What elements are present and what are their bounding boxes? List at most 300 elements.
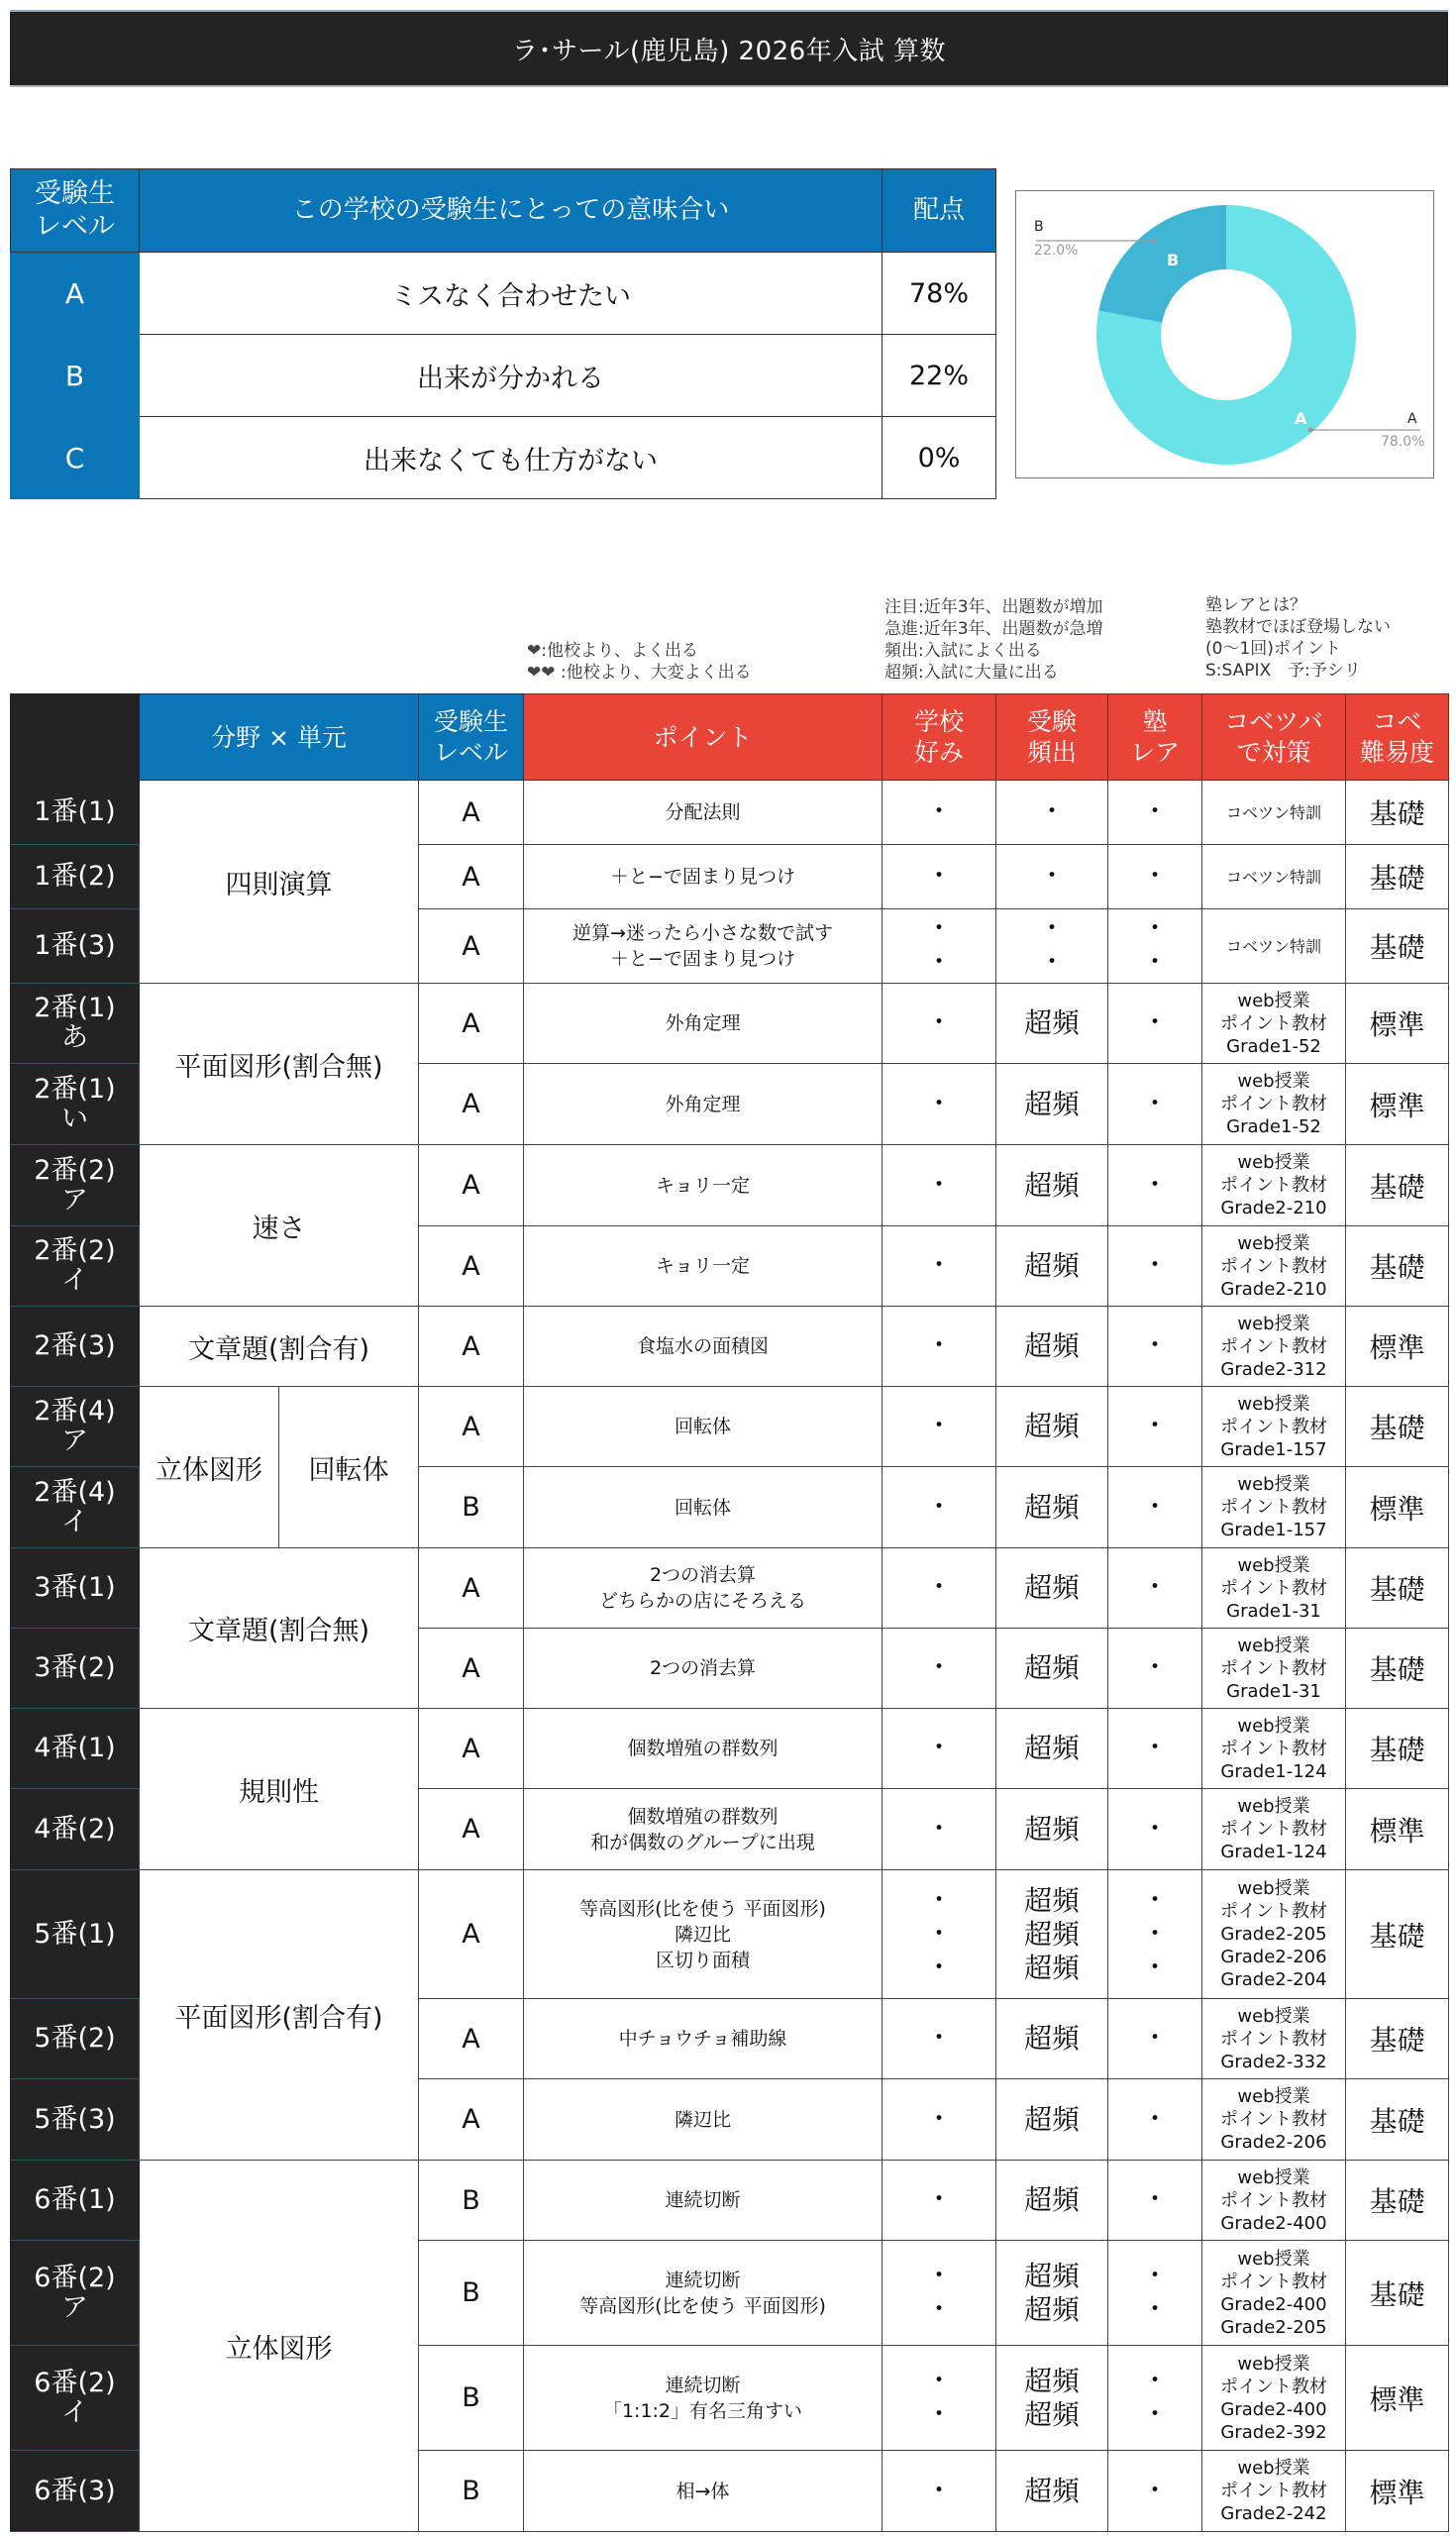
kobetsuba-resource bbox=[1202, 2161, 1346, 2241]
juku-rare bbox=[1108, 845, 1202, 909]
level-points: 0% bbox=[883, 417, 996, 499]
juku-rare-line: ･ bbox=[1149, 916, 1161, 941]
double-heart-icon: ❤❤ bbox=[527, 663, 556, 683]
student-level: A bbox=[419, 1999, 524, 2079]
exam-frequency-line: ･ bbox=[1046, 864, 1058, 889]
exam-frequency bbox=[996, 909, 1108, 984]
header-freq bbox=[996, 694, 1108, 781]
exam-frequency-line: 超頻 bbox=[1023, 1249, 1080, 1282]
juku-rare-line: ･ bbox=[1149, 2296, 1161, 2322]
school-preference bbox=[883, 1387, 996, 1467]
field-category: 規則性 bbox=[140, 1709, 419, 1870]
kobetsuba-resource-line: web授業 bbox=[1237, 1071, 1310, 1092]
callout-pct-a: 78.0% bbox=[1381, 434, 1425, 450]
kobetsuba-resource-line: ポイント教材 bbox=[1220, 1012, 1327, 1034]
juku-rare-line: ･ bbox=[1149, 1494, 1161, 1520]
difficulty: 基礎 bbox=[1346, 1629, 1449, 1709]
callout-pct-b: 22.0% bbox=[1034, 243, 1079, 259]
kobetsuba-resource bbox=[1202, 1226, 1346, 1307]
table-row bbox=[11, 1145, 1449, 1226]
header-field: 分野 × 単元 bbox=[140, 694, 419, 781]
school-preference-line: ･ bbox=[933, 2296, 945, 2322]
school-preference bbox=[883, 1999, 996, 2079]
header-rare bbox=[1108, 694, 1202, 781]
juku-rare bbox=[1108, 1467, 1202, 1548]
juku-rare-line: ･ bbox=[1149, 1575, 1161, 1600]
juku-rare bbox=[1108, 1145, 1202, 1226]
question-number bbox=[11, 1064, 140, 1145]
table-row bbox=[11, 984, 1449, 1064]
question-number-line: 4番(1) bbox=[34, 1733, 116, 1763]
school-preference-line: ･ bbox=[933, 2478, 945, 2503]
kobetsuba-resource-line: web授業 bbox=[1237, 1474, 1310, 1495]
page-title: ラ･サール(鹿児島) 2026年入試 算数 bbox=[10, 10, 1448, 87]
level-points: 78% bbox=[883, 253, 996, 335]
difficulty: 標準 bbox=[1346, 1789, 1449, 1870]
header-blank bbox=[11, 694, 140, 781]
juku-rare bbox=[1108, 1387, 1202, 1467]
school-preference bbox=[883, 1467, 996, 1548]
header-difficulty-line1: コベ bbox=[1372, 707, 1422, 736]
kobetsuba-resource bbox=[1202, 2241, 1346, 2346]
point-description bbox=[524, 2161, 883, 2241]
question-number-line: 1番(2) bbox=[34, 861, 116, 892]
school-preference bbox=[883, 1064, 996, 1145]
header-level-line2: レベル bbox=[433, 738, 508, 767]
question-number bbox=[11, 2161, 140, 2241]
question-number bbox=[11, 1629, 140, 1709]
question-number-line: 1番(3) bbox=[34, 930, 116, 961]
question-number-line: 2番(1) bbox=[34, 993, 116, 1023]
kobetsuba-resource bbox=[1202, 1387, 1346, 1467]
exam-frequency bbox=[996, 1467, 1108, 1548]
school-preference-line: ･ bbox=[933, 1414, 945, 1438]
header-level-line1: 受験生 bbox=[433, 707, 508, 736]
exam-frequency-line: 超頻 bbox=[1023, 1883, 1080, 1917]
level-meaning: 出来なくても仕方がない bbox=[140, 417, 883, 499]
header-rare-line1: 塾 bbox=[1142, 707, 1168, 736]
school-preference-line: ･ bbox=[933, 1253, 945, 1278]
school-preference-line: ･ bbox=[933, 1333, 945, 1358]
exam-frequency-line: 超頻 bbox=[1023, 1006, 1080, 1039]
school-preference bbox=[883, 2346, 996, 2451]
point-line: 「1:1:2」有名三角すい bbox=[602, 2399, 803, 2422]
kobetsuba-resource-line: ポイント教材 bbox=[1220, 1738, 1327, 1759]
exam-frequency bbox=[996, 1789, 1108, 1870]
point-line: 和が偶数のグループに出現 bbox=[590, 1831, 815, 1853]
juku-rare bbox=[1108, 2451, 1202, 2532]
school-preference bbox=[883, 1145, 996, 1226]
question-number-line: ア bbox=[61, 1426, 88, 1456]
exam-frequency bbox=[996, 1548, 1108, 1629]
question-number-line: 6番(2) bbox=[34, 2262, 116, 2293]
kobetsuba-resource-line: ポイント教材 bbox=[1220, 2271, 1327, 2292]
exam-frequency-line: 超頻 bbox=[1023, 2259, 1080, 2292]
point-description bbox=[524, 1226, 883, 1307]
question-number-line: 6番(1) bbox=[34, 2184, 116, 2215]
exam-frequency bbox=[996, 2451, 1108, 2532]
school-preference-line: ･ bbox=[933, 1172, 945, 1198]
question-number-line: 2番(1) bbox=[34, 1073, 116, 1105]
school-preference bbox=[883, 1226, 996, 1307]
header-kobetsuba bbox=[1202, 694, 1346, 781]
school-preference-line: ･ bbox=[933, 2401, 945, 2427]
donut-chart bbox=[1015, 190, 1434, 478]
header-rare-line2: レア bbox=[1129, 738, 1180, 767]
kobetsuba-resource-line: Grade1-124 bbox=[1220, 1842, 1327, 1862]
question-number-line: 4番(2) bbox=[34, 1813, 116, 1845]
juku-rare-line: ･ bbox=[1149, 2026, 1161, 2051]
question-number bbox=[11, 2451, 140, 2532]
school-preference bbox=[883, 781, 996, 845]
exam-frequency-line: ･ bbox=[1046, 916, 1058, 941]
exam-frequency-line: ･ bbox=[1046, 950, 1058, 975]
kobetsuba-resource-line: コベツン特訓 bbox=[1225, 867, 1321, 887]
juku-rare-line: ･ bbox=[1149, 1736, 1161, 1760]
exam-frequency-line: 超頻 bbox=[1023, 1917, 1080, 1951]
exam-frequency-line: 超頻 bbox=[1023, 1490, 1080, 1524]
point-description bbox=[524, 984, 883, 1064]
point-line: 連続切断 bbox=[665, 2269, 741, 2291]
student-level: A bbox=[419, 1387, 524, 1467]
exam-frequency bbox=[996, 1999, 1108, 2079]
header-school-line2: 好み bbox=[913, 738, 964, 767]
exam-frequency bbox=[996, 1387, 1108, 1467]
exam-frequency-line: 超頻 bbox=[1023, 2364, 1080, 2397]
question-number bbox=[11, 1467, 140, 1548]
kobetsuba-resource-line: web授業 bbox=[1237, 2005, 1310, 2027]
juku-rare bbox=[1108, 1789, 1202, 1870]
question-number bbox=[11, 1307, 140, 1387]
exam-frequency-line: 超頻 bbox=[1023, 2183, 1080, 2216]
level-label: C bbox=[11, 417, 140, 499]
exam-frequency bbox=[996, 2346, 1108, 2451]
kobetsuba-resource-line: web授業 bbox=[1237, 1554, 1310, 1576]
header-level-line2: レベル bbox=[35, 210, 115, 242]
exam-frequency-line: 超頻 bbox=[1023, 1571, 1080, 1604]
point-description bbox=[524, 2346, 883, 2451]
kobetsuba-resource-line: ポイント教材 bbox=[1220, 2028, 1327, 2050]
field-category: 文章題(割合無) bbox=[140, 1548, 419, 1709]
kobetsuba-resource-line: ポイント教材 bbox=[1220, 2376, 1327, 2397]
student-level: A bbox=[419, 1789, 524, 1870]
level-table-header bbox=[11, 169, 996, 253]
kobetsuba-resource bbox=[1202, 909, 1346, 984]
point-line: 食塩水の面積図 bbox=[636, 1335, 769, 1357]
donut-slice-b bbox=[1098, 205, 1226, 323]
juku-rare bbox=[1108, 1064, 1202, 1145]
juku-rare bbox=[1108, 1629, 1202, 1709]
rare-legend-item: 塾レアとは？ bbox=[1205, 595, 1306, 615]
question-number bbox=[11, 1999, 140, 2079]
question-number bbox=[11, 845, 140, 909]
exam-frequency-line: 超頻 bbox=[1023, 1651, 1080, 1684]
point-line: 等高図形(比を使う 平面図形) bbox=[579, 1897, 826, 1920]
field-category: 四則演算 bbox=[140, 781, 419, 984]
frequency-legend bbox=[884, 596, 1103, 684]
kobetsuba-resource bbox=[1202, 2079, 1346, 2161]
juku-rare-line: ･ bbox=[1149, 1955, 1161, 1980]
field-category: 速さ bbox=[140, 1145, 419, 1307]
question-number bbox=[11, 984, 140, 1064]
point-description bbox=[524, 845, 883, 909]
question-number-line: 2番(2) bbox=[34, 1235, 116, 1266]
kobetsuba-resource-line: web授業 bbox=[1237, 2086, 1310, 2107]
question-number-line: 2番(4) bbox=[34, 1396, 116, 1426]
juku-rare-line: ･ bbox=[1149, 1172, 1161, 1198]
difficulty: 標準 bbox=[1346, 1064, 1449, 1145]
header-level bbox=[419, 694, 524, 781]
exam-frequency bbox=[996, 2241, 1108, 2346]
header-kobetsuba-line1: コベツバ bbox=[1224, 707, 1323, 736]
question-number-line: ア bbox=[61, 2291, 88, 2323]
kobetsuba-resource bbox=[1202, 1064, 1346, 1145]
table-row bbox=[11, 2161, 1449, 2241]
juku-rare-line: ･ bbox=[1149, 2401, 1161, 2427]
kobetsuba-resource-line: web授業 bbox=[1237, 1715, 1310, 1737]
school-preference-line: ･ bbox=[933, 2026, 945, 2051]
student-level: A bbox=[419, 2079, 524, 2161]
juku-rare-line: ･ bbox=[1149, 2478, 1161, 2503]
kobetsuba-resource-line: コベツン特訓 bbox=[1225, 802, 1321, 822]
difficulty: 標準 bbox=[1346, 2451, 1449, 2532]
point-line: 外角定理 bbox=[665, 1012, 741, 1034]
exam-frequency bbox=[996, 2161, 1108, 2241]
juku-rare bbox=[1108, 2241, 1202, 2346]
point-line: 個数増殖の群数列 bbox=[627, 1738, 779, 1759]
student-level: A bbox=[419, 1629, 524, 1709]
kobetsuba-resource-line: Grade2-206 bbox=[1220, 1947, 1327, 1967]
juku-rare-line: ･ bbox=[1149, 799, 1161, 824]
kobetsuba-resource-line: ポイント教材 bbox=[1220, 1175, 1327, 1196]
difficulty: 基礎 bbox=[1346, 781, 1449, 845]
header-meaning: この学校の受験生にとっての意味合い bbox=[140, 169, 883, 253]
point-line: どちらかの店にそろえる bbox=[598, 1590, 806, 1612]
student-level: A bbox=[419, 1064, 524, 1145]
juku-rare bbox=[1108, 1307, 1202, 1387]
header-level bbox=[11, 169, 140, 253]
juku-rare bbox=[1108, 781, 1202, 845]
kobetsuba-resource-line: Grade1-157 bbox=[1220, 1520, 1327, 1540]
header-points: 配点 bbox=[883, 169, 996, 253]
point-line: 連続切断 bbox=[665, 2189, 741, 2211]
school-preference-line: ･ bbox=[933, 799, 945, 824]
kobetsuba-resource-line: web授業 bbox=[1237, 1393, 1310, 1415]
kobetsuba-resource-line: Grade2-210 bbox=[1220, 1278, 1327, 1300]
kobetsuba-resource bbox=[1202, 1629, 1346, 1709]
school-preference-line: ･ bbox=[933, 2368, 945, 2393]
kobetsuba-resource bbox=[1202, 781, 1346, 845]
school-preference-line: ･ bbox=[933, 1816, 945, 1842]
juku-rare bbox=[1108, 1870, 1202, 1999]
field-unit: 回転体 bbox=[279, 1387, 419, 1548]
callout-label-b: B bbox=[1034, 219, 1044, 235]
frequency-legend-item: 急進:近年3年、出題数が急増 bbox=[884, 619, 1103, 639]
difficulty: 基礎 bbox=[1346, 1709, 1449, 1789]
kobetsuba-resource-line: web授業 bbox=[1237, 990, 1310, 1011]
student-level: A bbox=[419, 984, 524, 1064]
exam-frequency bbox=[996, 1870, 1108, 1999]
juku-rare-line: ･ bbox=[1149, 864, 1161, 889]
juku-rare-line: ･ bbox=[1149, 2263, 1161, 2288]
juku-rare-line: ･ bbox=[1149, 1253, 1161, 1278]
exam-frequency-line: 超頻 bbox=[1023, 2022, 1080, 2055]
kobetsuba-resource-line: web授業 bbox=[1237, 1878, 1310, 1899]
level-label: B bbox=[11, 335, 140, 417]
exam-frequency bbox=[996, 1145, 1108, 1226]
point-description bbox=[524, 781, 883, 845]
school-preference-line: ･ bbox=[933, 1091, 945, 1116]
student-level: B bbox=[419, 2346, 524, 2451]
point-line: 隣辺比 bbox=[674, 1923, 731, 1946]
exam-frequency-line: ･ bbox=[1046, 799, 1058, 824]
question-number bbox=[11, 2079, 140, 2161]
kobetsuba-resource bbox=[1202, 1467, 1346, 1548]
kobetsuba-resource-line: Grade1-31 bbox=[1226, 1600, 1321, 1622]
juku-rare bbox=[1108, 2079, 1202, 2161]
exam-frequency-line: 超頻 bbox=[1023, 2397, 1080, 2431]
student-level: B bbox=[419, 2451, 524, 2532]
donut-svg bbox=[1016, 191, 1435, 479]
table-row bbox=[11, 1307, 1449, 1387]
student-level: A bbox=[419, 1548, 524, 1629]
kobetsuba-resource-line: ポイント教材 bbox=[1220, 1819, 1327, 1840]
point-line: ＋と−で固まり見つけ bbox=[610, 866, 795, 888]
juku-rare-line: ･ bbox=[1149, 1921, 1161, 1947]
kobetsuba-resource-line: Grade2-210 bbox=[1220, 1198, 1327, 1218]
kobetsuba-resource-line: web授業 bbox=[1237, 1152, 1310, 1173]
kobetsuba-resource-line: ポイント教材 bbox=[1220, 1657, 1327, 1679]
header-kobetsuba-line2: で対策 bbox=[1236, 738, 1311, 767]
point-description bbox=[524, 1629, 883, 1709]
point-line: 区切り面積 bbox=[655, 1949, 750, 1971]
point-line: 2つの消去算 bbox=[649, 1564, 757, 1586]
hearts-legend bbox=[527, 640, 752, 684]
juku-rare-line: ･ bbox=[1149, 1091, 1161, 1116]
exam-frequency-line: 超頻 bbox=[1023, 1812, 1080, 1846]
field-category: 立体図形 bbox=[140, 1387, 279, 1548]
question-number bbox=[11, 2241, 140, 2346]
hearts-legend-text: :他校より、大変よく出る bbox=[555, 663, 752, 683]
student-level: A bbox=[419, 1307, 524, 1387]
juku-rare-line: ･ bbox=[1149, 1816, 1161, 1842]
exam-frequency-line: 超頻 bbox=[1023, 1732, 1080, 1764]
hearts-legend-item bbox=[527, 640, 752, 662]
rare-legend-item: (0～1回)ポイント bbox=[1205, 639, 1341, 659]
kobetsuba-resource-line: Grade1-31 bbox=[1226, 1680, 1321, 1702]
hearts-legend-text: :他校より、よく出る bbox=[541, 641, 698, 661]
juku-rare-line: ･ bbox=[1149, 1414, 1161, 1438]
question-number bbox=[11, 1709, 140, 1789]
kobetsuba-resource-line: Grade2-332 bbox=[1220, 2051, 1327, 2072]
kobetsuba-resource-line: ポイント教材 bbox=[1220, 1255, 1327, 1277]
kobetsuba-resource-line: web授業 bbox=[1237, 1796, 1310, 1817]
difficulty: 基礎 bbox=[1346, 845, 1449, 909]
school-preference-line: ･ bbox=[933, 2187, 945, 2212]
school-preference bbox=[883, 984, 996, 1064]
point-line: 等高図形(比を使う 平面図形) bbox=[579, 2294, 826, 2317]
difficulty: 基礎 bbox=[1346, 2161, 1449, 2241]
juku-rare-line: ･ bbox=[1149, 1887, 1161, 1913]
header-difficulty-line2: 難易度 bbox=[1359, 738, 1434, 767]
school-preference bbox=[883, 845, 996, 909]
student-level: A bbox=[419, 1709, 524, 1789]
frequency-legend-item: 超頻:入試に大量に出る bbox=[884, 663, 1059, 683]
point-description bbox=[524, 1999, 883, 2079]
school-preference bbox=[883, 909, 996, 984]
kobetsuba-resource-line: ポイント教材 bbox=[1220, 2481, 1327, 2501]
level-label: A bbox=[11, 253, 140, 335]
juku-rare bbox=[1108, 1226, 1202, 1307]
difficulty: 基礎 bbox=[1346, 1387, 1449, 1467]
difficulty: 標準 bbox=[1346, 1307, 1449, 1387]
header-difficulty bbox=[1346, 694, 1449, 781]
student-level: B bbox=[419, 1467, 524, 1548]
point-line: 回転体 bbox=[674, 1416, 731, 1437]
school-preference bbox=[883, 1548, 996, 1629]
kobetsuba-resource bbox=[1202, 1548, 1346, 1629]
question-number-line: 5番(3) bbox=[34, 2103, 116, 2135]
school-preference bbox=[883, 1789, 996, 1870]
difficulty: 基礎 bbox=[1346, 909, 1449, 984]
point-line: 2つの消去算 bbox=[649, 1657, 757, 1679]
kobetsuba-resource-line: Grade2-400 bbox=[1220, 2212, 1327, 2234]
student-level: A bbox=[419, 1870, 524, 1999]
point-description bbox=[524, 1145, 883, 1226]
school-preference bbox=[883, 1307, 996, 1387]
school-preference-line: ･ bbox=[933, 864, 945, 889]
point-description bbox=[524, 1870, 883, 1999]
rare-legend-item: 塾教材でほぼ登場しない bbox=[1205, 617, 1391, 637]
question-number bbox=[11, 2346, 140, 2451]
difficulty: 標準 bbox=[1346, 1467, 1449, 1548]
school-preference-line: ･ bbox=[933, 916, 945, 941]
main-table-header bbox=[11, 694, 1449, 781]
table-row bbox=[11, 1870, 1449, 1999]
school-preference bbox=[883, 2241, 996, 2346]
question-number-line: 3番(2) bbox=[34, 1652, 116, 1683]
juku-rare-line: ･ bbox=[1149, 2187, 1161, 2212]
header-school-line1: 学校 bbox=[913, 707, 964, 736]
field-category: 文章題(割合有) bbox=[140, 1307, 419, 1387]
level-row bbox=[11, 335, 996, 417]
kobetsuba-resource bbox=[1202, 1307, 1346, 1387]
kobetsuba-resource-line: ポイント教材 bbox=[1220, 1335, 1327, 1357]
point-description bbox=[524, 1548, 883, 1629]
question-number-line: 5番(2) bbox=[34, 2023, 116, 2054]
point-description bbox=[524, 1307, 883, 1387]
question-number-line: 6番(3) bbox=[34, 2475, 116, 2506]
point-line: 外角定理 bbox=[665, 1093, 741, 1115]
kobetsuba-resource-line: ポイント教材 bbox=[1220, 2109, 1327, 2130]
exam-frequency bbox=[996, 781, 1108, 845]
school-preference bbox=[883, 2161, 996, 2241]
kobetsuba-resource-line: Grade1-157 bbox=[1220, 1438, 1327, 1460]
kobetsuba-resource-line: ポイント教材 bbox=[1220, 1901, 1327, 1922]
point-line: 連続切断 bbox=[665, 2374, 741, 2396]
point-line: キョリ一定 bbox=[655, 1174, 750, 1197]
juku-rare-line: ･ bbox=[1149, 2368, 1161, 2393]
kobetsuba-resource-line: web授業 bbox=[1237, 1313, 1310, 1334]
frequency-legend-item: 注目:近年3年、出題数が増加 bbox=[884, 597, 1103, 617]
kobetsuba-resource-line: web授業 bbox=[1237, 2458, 1310, 2479]
point-description bbox=[524, 909, 883, 984]
school-preference-line: ･ bbox=[933, 1921, 945, 1947]
difficulty: 基礎 bbox=[1346, 1548, 1449, 1629]
kobetsuba-resource-line: web授業 bbox=[1237, 2166, 1310, 2188]
point-description bbox=[524, 1064, 883, 1145]
question-number bbox=[11, 1548, 140, 1629]
